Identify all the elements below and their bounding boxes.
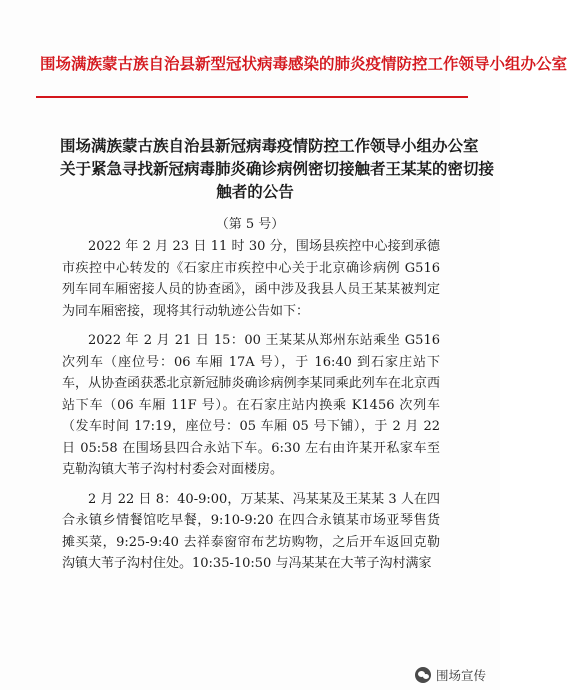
source-watermark bbox=[415, 666, 486, 684]
notice-title-line: 触者的公告 bbox=[216, 182, 294, 201]
notice-title-line: 关于紧急寻找新冠病毒肺炎确诊病例密切接触者王某某的密切接 bbox=[60, 159, 495, 178]
notice-title bbox=[60, 134, 495, 203]
watermark-text: 围场宣传 bbox=[435, 668, 486, 683]
body-paragraph: 2022 年 2 月 21 日 15：00 王某某从郑州东站乘坐 G516 次列车（座位号：06 车厢 17A 号），于 16:40 到石家庄站下车，从协查函获悉北京新冠肺炎确诊病例李某同乘此列车在北京西站下车（06 车厢 11F 号）。在石家庄站内换乘 K1456 次列车（发车时间 17:19，座位号：05 车厢 05 号下铺），于 2 月 22 日 05:58 在围场县四合永站下车。6:30 左右由许某开私家车至克勒沟镇大苇子沟村村委会对面楼房。 bbox=[62, 333, 440, 477]
body-paragraph: 2 月 22 日 8：40-9:00，万某某、冯某某及王某某 3 人在四合永镇乡情餐馆吃早餐，9:10-9:20 在四合永镇某市场亚琴售货摊买菜，9:25-9:40 去祥泰窗帘布艺坊购物，之后开车返回克勒沟镇大苇子沟村住处。10:35-10:50 与冯某某在大苇子沟村满家 bbox=[62, 491, 440, 571]
issue-number: （第 5 号） bbox=[215, 217, 285, 232]
body-paragraph: 2022 年 2 月 23 日 11 时 30 分，围场县疾控中心接到承德市疾控中心转发的《石家庄市疾控中心关于北京确诊病例 G516 列车同车厢密接人员的协查函》，函中涉及我县人员王某某被判定为同车厢密接，现将其行动轨迹公告如下： bbox=[62, 239, 440, 319]
wechat-icon bbox=[415, 667, 431, 683]
notice-title-line: 围场满族蒙古族自治县新冠病毒疫情防控工作领导小组办公室 bbox=[60, 136, 479, 155]
document-header-title: 围场满族蒙古族自治县新型冠状病毒感染的肺炎疫情防控工作领导小组办公室 bbox=[40, 54, 567, 73]
header-red-rule bbox=[36, 96, 468, 98]
notice-body bbox=[62, 236, 440, 583]
